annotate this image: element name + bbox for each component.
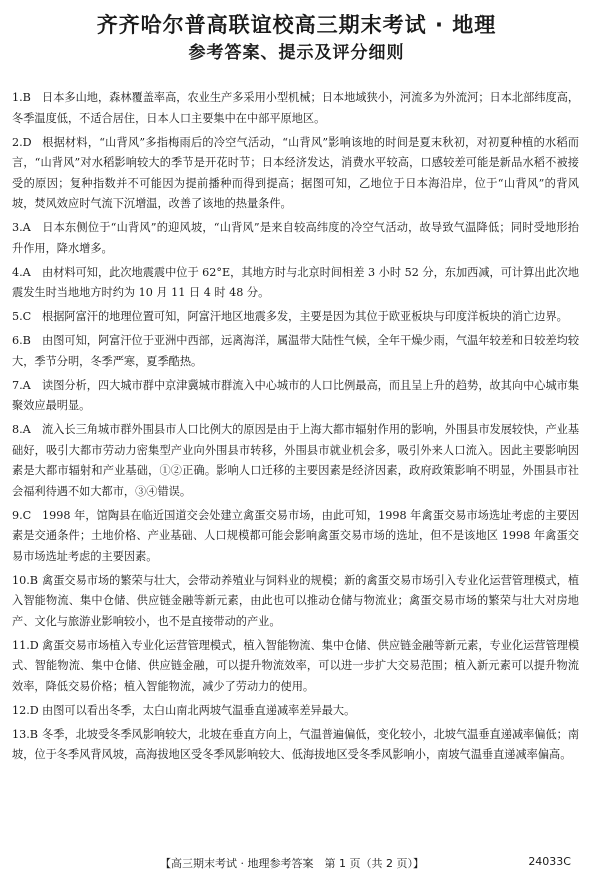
answer-text: 日本多山地，森林覆盖率高，农业生产多采用小型机械；日本地域狭小，河流多为外流河；日本北部纬度高，冬季温度低，不适合居住，日本人口主要集中在中部平原地区。 [12, 91, 580, 125]
answer-text: 读图分析，四大城市群中京津冀城市群流入中心城市的人口比例最高，而且呈上升的趋势，故其向中心城市集聚效应最明显。 [12, 378, 580, 412]
answer-number: 1.B [12, 91, 31, 104]
answer-text: 由图可以看出冬季，太白山南北两坡气温垂直递减率差异最大。 [42, 703, 356, 717]
answer-text: 禽蛋交易市场植入专业化运营管理模式，植入智能物流、集中仓储、供应链金融等新元素，专业化运营管理模式、智能物流、集中仓储、供应链金融，可以提升物流效率，可以进一步扩大交易范围；植入新元素可以提升物流效率，降低交易价格；植入智能物流，减少了劳动力的使用。 [12, 638, 580, 693]
footer-code: 24033C [528, 855, 571, 868]
answer-number: 4.A [12, 265, 31, 279]
answer-item [12, 506, 579, 568]
page-footer [0, 855, 593, 871]
answer-text: 由图可知，阿富汗位于亚洲中西部，远离海洋，属温带大陆性气候，全年干燥少雨，气温年较差和日较差均较大，季节分明，冬季严寒，夏季酷热。 [12, 334, 580, 368]
answer-item [12, 263, 579, 304]
answer-item [12, 331, 579, 372]
answer-number: 5.C [12, 310, 32, 323]
footer-page-info: 【高三期末考试 · 地理参考答案 第 1 页（共 2 页）】 [160, 857, 424, 870]
answer-number: 8.A [12, 423, 31, 436]
answer-item [12, 376, 579, 417]
answer-item [12, 307, 579, 328]
answer-item [12, 725, 579, 766]
page-title: 齐齐哈尔普高联谊校高三期末考试 · 地理 [96, 13, 497, 37]
answer-number: 10.B [12, 573, 39, 587]
answer-item [12, 88, 579, 129]
answer-text: 由材料可知，此次地震震中位于 62°E，其地方时与北京时间相差 3 小时 52 分，东加西减，可计算出此次地震发生时当地地方时约为 10 月 11 日 4 时 48 分。 [12, 265, 580, 299]
answer-number: 11.D [12, 638, 39, 652]
page-subtitle: 参考答案、提示及评分细则 [188, 43, 405, 63]
answer-item [12, 701, 579, 722]
answer-text: 1998 年，馆陶县在临近国道交会处建立禽蛋交易市场，由此可知，1998 年禽蛋交易市场选址考虑的主要因素是交通条件；土地价格、产业基础、人口规模都可能会影响禽蛋交易市场的选址，但不是该地区 1998 年禽蛋交易市场选址考虑的主要因素。 [12, 508, 579, 563]
answer-item [12, 133, 579, 215]
answer-number: 12.D [12, 703, 39, 717]
answer-item [12, 218, 579, 259]
answer-number: 2.D [12, 135, 32, 149]
answer-number: 7.A [12, 378, 31, 392]
answer-text: 日本东侧位于“山背风”的迎风坡，“山背风”是来自较高纬度的冷空气活动，故导致气温降低；同时受地形抬升作用，降水增多。 [12, 221, 579, 255]
answer-text: 根据阿富汗的地理位置可知，阿富汗地区地震多发，主要是因为其位于欧亚板块与印度洋板块的消亡边界。 [42, 310, 568, 323]
answer-text: 流入长三角城市群外围县市人口比例大的原因是由于上海大都市辐射作用的影响，外围县市发展较快，产业基础好，吸引大都市劳动力密集型产业向外围县市转移，外围县市就业机会多，吸引外来人口流入。因此主要影响因素是大都市辐射和产业基础，①②正确。影响人口迁移的主要因素是经济因素，政府政策影响不明显，外围县市社会福利待遇不如大都市，③④错误。 [12, 423, 580, 498]
answer-number: 13.B [12, 727, 39, 741]
answer-item [12, 571, 579, 633]
answer-number: 3.A [12, 221, 31, 234]
answer-item [12, 420, 579, 502]
answer-number: 9.C [12, 508, 32, 522]
answer-text: 冬季，北坡受冬季风影响较大，北坡在垂直方向上，气温普遍偏低，变化较小，北坡气温垂直递减率偏低；南坡，位于冬季风背风坡，高海拔地区受冬季风影响较大、低海拔地区受冬季风影响小，南坡气温垂直递减率偏高。 [12, 727, 580, 761]
answer-text: 根据材料，“山背风”多指梅雨后的冷空气活动，“山背风”影响该地的时间是夏末秋初，对初夏种植的水稻而言，“山背风”对水稻影响较大的季节是开花时节；日本经济发达，消费水平较高，口感较差可能是新品水稻不被接受的原因；复种指数并不可能因为提前播种而得到提高；据图可知，乙地位于日本海沿岸，位于“山背风”的背风坡，焚风效应时气流下沉增温，改善了该地的热量条件。 [12, 135, 579, 210]
answer-list [12, 88, 579, 769]
answer-item [12, 636, 579, 698]
answer-text: 禽蛋交易市场的繁荣与壮大，会带动养殖业与饲料业的规模；新的禽蛋交易市场引入专业化运营管理模式，植入智能物流、集中仓储、供应链金融等新元素，由此也可以推动仓储与物流业；禽蛋交易市场的繁荣与壮大对房地产、文化与旅游业影响较小，也不是直接带动的产业。 [12, 573, 580, 628]
answer-number: 6.B [12, 334, 31, 347]
